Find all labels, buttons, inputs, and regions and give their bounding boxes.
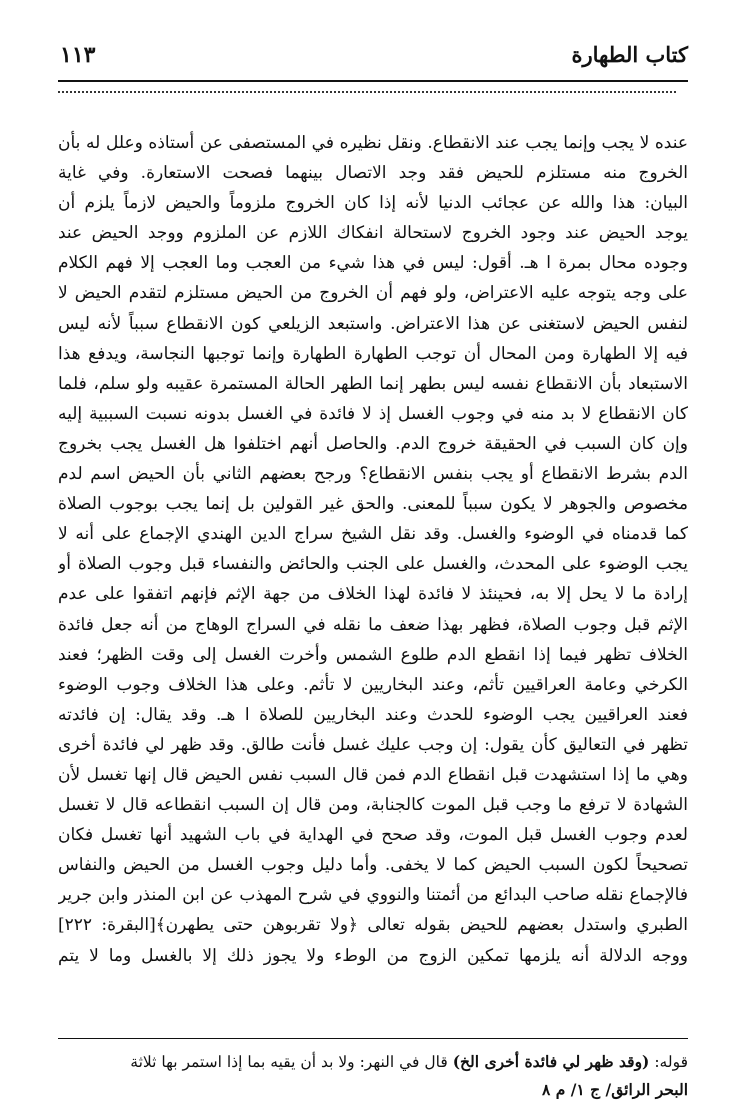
text-line: الدم بشرط الانقطاع أو يجب بنفس الانقطاع؟ ورجح بعضهم الثاني بأن الحيض اسم لدم	[58, 464, 688, 485]
footnote-lead: قوله:	[649, 1053, 688, 1071]
text-line: الخلاف تظهر فيما إذا انقطع الدم طلوع الشمس وأخرت الغسل إلى وقت الظهر؛ فعند	[58, 644, 688, 665]
text-line: البيان: هذا والله عن عجائب الدنيا لأنه إذا كان الخروج ملزوماً والحيض لازماً يلزم أن	[58, 193, 688, 214]
footnote-text: قال في النهر: ولا بد أن يقيه بما إذا استمر بها ثلاثة	[130, 1053, 453, 1071]
text-line: الخروج منه مستلزم للحيض فقد وجد الاتصال بينهما فصحت الاستعارة. وفي غاية	[58, 163, 688, 184]
body-text	[58, 128, 688, 971]
running-title: كتاب الطهارة	[571, 42, 688, 67]
text-line: وجوده محال بمرة ا هـ. أقول: ليس في هذا شيء من العجب وما العجب إلا فهم الكلام	[58, 253, 688, 274]
text-line: الطبري واستدل بعضهم للحيض بقوله تعالى ﴿ولا تقربوهن حتى يطهرن﴾[البقرة: ٢٢٢]	[58, 915, 688, 936]
footnote	[58, 1048, 688, 1104]
text-line: فعند العراقيين يجب الوضوء للحدث وعند البخاريين للصلاة ا هـ. وقد يقال: إن فائدته	[58, 704, 688, 725]
text-line: إرادة ما لا يحل إلا به، فحينئذ لا فائدة لهذا الخلاف من جهة الإثم فإنهم اتفقوا على عدم	[58, 584, 688, 605]
text-line: تظهر في التعاليق كأن يقول: إن وجب عليك غسل فأنت طالق. وقد ظهر لي فائدة أخرى	[58, 734, 688, 755]
text-line: يوجد الحيض عند وجود الخروج لاستحالة انفكاك اللازم عن الملزوم ووجد الحيض عند	[58, 223, 688, 244]
page-number: ١١٣	[60, 42, 96, 68]
text-line: الاستبعاد بأن الانقطاع نفسه ليس بطهر إنما الطهر الحالة المستمرة عقيبه ولو سلم، فلما	[58, 373, 688, 394]
text-line: ووجه الدلالة أنه يلزمها تمكين الزوج من الوطء ولا يجوز ذلك إلا بالغسل وما لا يتم	[58, 945, 688, 966]
document-page	[58, 38, 688, 1099]
footnote-source: البحر الرائق/ ج ١/ م ٨	[542, 1080, 688, 1099]
text-line: الإثم قبل وجوب الصلاة، فظهر بهذا ضعف ما نقله في السراج الوهاج من أنه جعل فائدة	[58, 614, 688, 635]
text-line: وإن كان السبب في الحقيقة خروج الدم. والحاصل أنهم اختلفوا هل الغسل يجب بخروج	[58, 433, 688, 454]
footnote-divider	[58, 1038, 688, 1039]
page-header	[58, 38, 688, 82]
footnote-line	[58, 1048, 688, 1076]
text-line: كان الانقطاع لا بد منه في وجوب الغسل إذ لا فائدة في الغسل بدونه نسبت السببية إليه	[58, 403, 688, 424]
text-line: فيه إلا الطهارة ومن المحال أن توجب الطهارة الطهارة وإنما توجبها النجاسة، ويدفع هذا	[58, 343, 688, 364]
text-line: فالإجماع نقله صاحب البدائع من أئمتنا والنووي في شرح المهذب عن ابن المنذر وابن جرير	[58, 885, 688, 906]
text-line: يجب الوضوء على المحدث، والغسل على الجنب والحائض والنفساء قبل وجوب الصلاة أو	[58, 554, 688, 575]
text-line: لعدم وجوب الغسل قبل الموت، وقد صحح في الهداية في باب الشهيد أنها تغسل فكان	[58, 825, 688, 846]
text-line: الشهادة لا ترفع ما وجب قبل الموت كالجنابة، ومن قال إن السبب انقطاعه قال لا تغسل	[58, 795, 688, 816]
text-line: كما قدمناه في الوضوء والغسل. وقد نقل الشيخ سراج الدين الهندي الإجماع على أنه لا	[58, 524, 688, 545]
text-line: عنده لا يجب وإنما يجب عند الانقطاع. ونقل نظيره في المستصفى عن أستاذه وعلل له بأن	[58, 133, 688, 153]
text-line: الكرخي وعامة العراقيين تأثم، وعند البخاريين لا تأثم. وعلى هذا الخلاف وجوب الوضوء	[58, 674, 688, 695]
text-line: تصحيحاً لكون السبب الحيض كما لا يخفى. وأما دليل وجوب الغسل من الحيض والنفاس	[58, 855, 688, 876]
text-line: مخصوص والجوهر لا يكون سبباً للمعنى. والحق غير القولين بل إنما يجب بوجوب الصلاة	[58, 494, 688, 515]
text-line: على وجه يتوجه عليه الاعتراض، ولو فهم أن الخروج من الحيض مستلزم لتقدم الحيض لا	[58, 283, 688, 304]
dotted-divider	[58, 91, 676, 93]
footnote-quote: (وقد ظهر لي فائدة أخرى الخ)	[452, 1052, 650, 1071]
text-line: وهي ما إذا استشهدت قبل انقطاع الدم فمن قال السبب نفس الحيض قال إنها تغسل لأن	[58, 764, 688, 785]
text-line: لنفس الحيض لاستغنى عن هذا الاعتراض. واستبعد الزيلعي كون الانقطاع سبباً لأنه ليس	[58, 313, 688, 334]
